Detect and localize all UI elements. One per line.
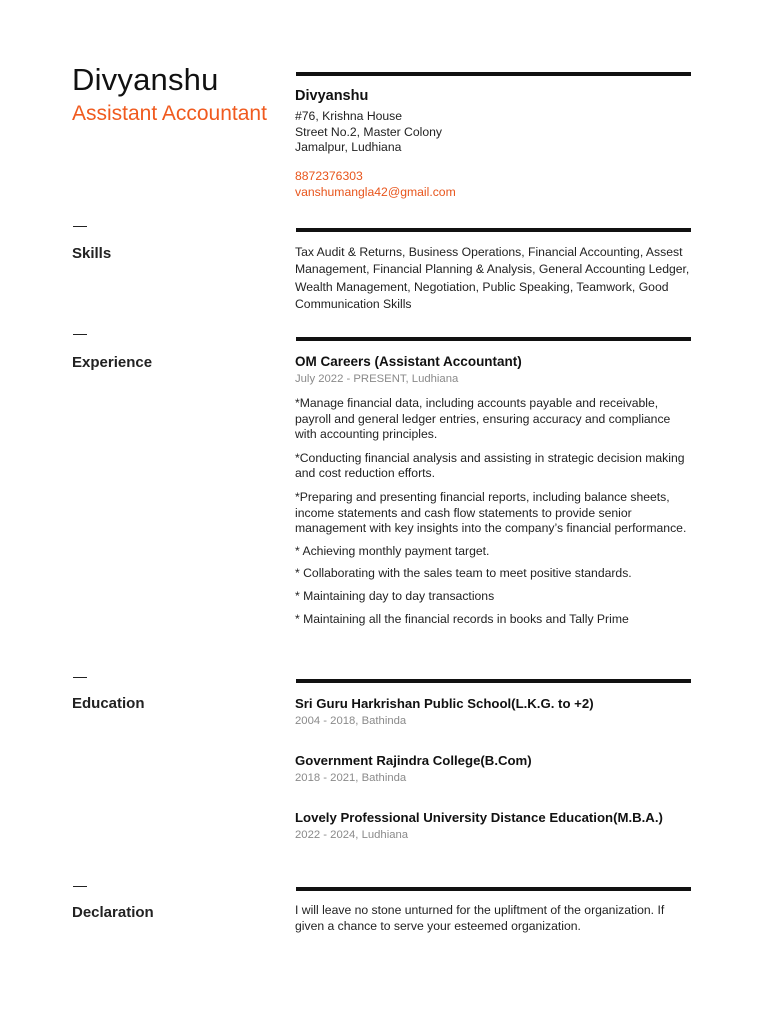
skills-text: Tax Audit & Returns, Business Operations, Financial Accounting, Assest Management, Financial Planning & Analysis, General Accounting Ledger, Wealth Management, Negotiation, Public Speaking, Teamwork, Good Communication Skills — [295, 245, 690, 311]
education-entry — [295, 809, 695, 842]
section-dash — [73, 334, 87, 335]
education-meta: 2018 - 2021, Bathinda — [295, 772, 407, 784]
resume-name: Divyanshu — [72, 62, 219, 97]
section-title-education: Education — [72, 695, 145, 712]
phone-link[interactable]: 8872376303 — [295, 169, 363, 184]
education-title: Sri Guru Harkrishan Public School(L.K.G. to +2) — [295, 696, 594, 711]
experience-entry — [295, 353, 695, 627]
education-entry — [295, 695, 695, 728]
job-meta: July 2022 - PRESENT, Ludhiana — [295, 373, 459, 385]
section-rule-contact — [296, 72, 691, 76]
section-title-experience: Experience — [72, 354, 153, 371]
education-title: Lovely Professional University Distance Education(M.B.A.) — [295, 810, 663, 825]
declaration-text: I will leave no stone unturned for the upliftment of the organization. If given a chance to serve your esteemed organization. — [295, 903, 665, 933]
education-meta: 2022 - 2024, Ludhiana — [295, 829, 409, 841]
section-rule-education — [296, 679, 691, 683]
section-rule-skills — [296, 228, 691, 232]
section-rule-declaration — [296, 887, 691, 891]
section-dash — [73, 226, 87, 227]
job-bullet: * Collaborating with the sales team to meet positive standards. — [295, 566, 632, 581]
contact-block — [295, 87, 695, 200]
section-dash — [73, 886, 87, 887]
education-title: Government Rajindra College(B.Com) — [295, 753, 532, 768]
job-description: *Preparing and presenting financial reports, including balance sheets, income statements and cash flow statements to provide senior management with key insights into the company’s financial performance. — [295, 489, 687, 536]
address-line: #76, Krishna House — [295, 109, 403, 123]
education-entry — [295, 752, 695, 785]
section-title-declaration: Declaration — [72, 904, 154, 921]
section-dash — [73, 677, 87, 678]
section-rule-experience — [296, 337, 691, 341]
resume-role: Assistant Accountant — [72, 102, 267, 125]
job-bullet: * Achieving monthly payment target. — [295, 543, 490, 558]
address — [295, 109, 695, 156]
education-meta: 2004 - 2018, Bathinda — [295, 715, 407, 727]
contact-name: Divyanshu — [295, 88, 369, 104]
job-bullet: * Maintaining all the financial records in books and Tally Prime — [295, 611, 629, 626]
address-line: Street No.2, Master Colony — [295, 124, 442, 139]
job-title: OM Careers (Assistant Accountant) — [295, 354, 522, 369]
job-description: *Conducting financial analysis and assisting in strategic decision making and cost reduction efforts. — [295, 450, 685, 481]
email-link[interactable]: vanshumangla42@gmail.com — [295, 185, 456, 200]
address-line: Jamalpur, Ludhiana — [295, 140, 402, 155]
job-description: *Manage financial data, including accounts payable and receivable, payroll and general ledger entries, ensuring accuracy and compliance with accounting principles. — [295, 396, 671, 442]
section-title-skills: Skills — [72, 245, 112, 262]
job-bullet: * Maintaining day to day transactions — [295, 588, 495, 603]
